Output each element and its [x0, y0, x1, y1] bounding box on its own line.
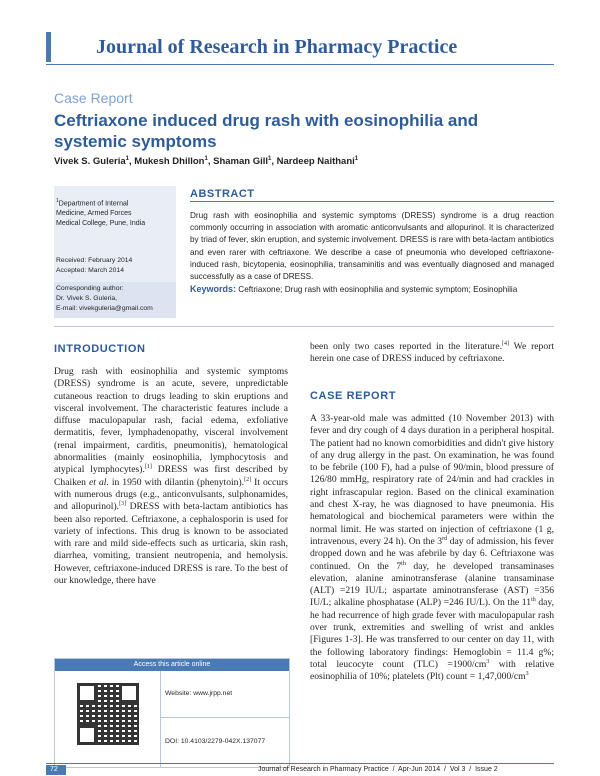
case-text: A 33-year-old male was admitted (10 November 2013) with fever and dry cough of 4 days duration in a peripheral hospital. The patient had no known comorbidities and didn't give history of any drug allergy in the past. On examination, he was found to be febrile (100 F), had a pulse of 90/min, blood pressure of 126/80 mmHg, respiratory rate of 24/min and had crackles in right infrascapular region. Based on the clinical examination and chest X-ray, he was diagnosed to have pneumonia. His hematological and biochemical parameters were within the normal limit. He was started on injection of ceftriaxone (1 g, intravenous, every 24 h). On the 3	[310, 413, 554, 547]
author-list: Vivek S. Guleria$^1$, Mukesh Dhillon$^1$, Shaman Gill$^1$, Nardeep Naithani$^1$	[54, 156, 359, 168]
author-name: Vivek S. Guleria	[54, 156, 126, 168]
abstract-rule	[190, 201, 554, 202]
article-type: Case Report	[54, 90, 133, 106]
author-sup: 1	[268, 156, 272, 162]
citation: [1]	[144, 464, 152, 471]
keywords	[190, 283, 554, 296]
section-divider	[54, 326, 554, 327]
received-date: Received: February 2014	[56, 257, 133, 264]
author-sup: 1	[204, 156, 208, 162]
footer-citation: Journal of Research in Pharmacy Practice / Apr-Jun 2014 / Vol 3 / Issue 2	[258, 766, 498, 773]
case-text: with relative eosinophilia of 10%; platelets (Plt) count = 1,47,000/cm	[310, 658, 554, 683]
intro-text: DRESS with beta-lactam antibiotics has been also reported. Ceftriaxone, a cephalosporin is used for variety of infections. This drug is known to be associated with rare and mild side-effects such as urticaria, skin rash, diarrhea, vomiting, transient neutropenia, and hemolysis. However, ceftriaxone-induced DRESS is rare. To the best of our knowledge, there have	[54, 501, 289, 587]
access-vline	[160, 671, 161, 767]
affiliation-line: Department of Internal	[58, 200, 129, 208]
page-number: 72	[50, 766, 58, 773]
citation: [4]	[502, 340, 509, 347]
dates-block	[54, 254, 176, 282]
access-heading: Access this article online	[55, 659, 289, 671]
affiliation-sup: 1	[56, 198, 59, 204]
case-text: day, he developed transaminases elevation, alanine aminotransferase (alanine transaminase (ALT) =219 IU/L; aspartate aminotransferase (AST) =356 IU/L; alkaline phosphatase (ALP) =246 IU/L). On the 11	[310, 560, 555, 609]
case-report-text	[310, 413, 554, 684]
ordinal-sup: th	[401, 560, 406, 567]
author-name: Mukesh Dhillon	[134, 156, 205, 168]
accepted-date: Accepted: March 2014	[56, 267, 125, 274]
author-info-box	[54, 186, 176, 260]
case-text: day of admission, his fever dropped down and he was afebrile by day 6. Ceftriaxone was continued. On the 7	[310, 535, 554, 572]
correspondence-name: Dr. Vivek S. Guleria,	[56, 295, 118, 302]
intro-text: in 1950 with dilantin (phenytoin).	[108, 476, 245, 488]
case-report-heading: CASE REPORT	[310, 390, 397, 402]
introduction-text	[54, 366, 288, 587]
access-online-box	[54, 658, 290, 768]
keywords-label: Keywords:	[190, 284, 237, 294]
correspondence-email: E-mail: vivekguleria@gmail.com	[56, 305, 153, 312]
abstract-heading: ABSTRACT	[190, 188, 255, 200]
affiliation-line: Medicine, Armed Forces	[56, 210, 132, 218]
qr-code	[77, 683, 139, 745]
author-name: Nardeep Naithani	[276, 156, 355, 168]
ordinal-sup: rd	[442, 535, 448, 542]
column2-intro-text	[310, 341, 554, 366]
header-rule	[46, 64, 554, 65]
intro-text: We report herein one case of DRESS induced by ceftriaxone.	[310, 341, 554, 365]
author-sup: 1	[354, 156, 359, 162]
affiliation-line: Medical College, Pune, India	[56, 220, 146, 228]
footer-rule	[46, 763, 554, 764]
keywords-text: Ceftriaxone; Drug rash with eosinophilia and systemic symptom; Eosinophilia	[238, 285, 518, 294]
header-bar	[46, 32, 51, 62]
correspondence-label: Corresponding author:	[56, 285, 124, 292]
intro-text: DRESS was first described by Chaiken	[54, 464, 288, 488]
affiliation	[56, 196, 176, 229]
intro-text: Drug rash with eosinophilia and systemic symptoms (DRESS) syndrome is an acute, severe, unpredictable cutaneous reaction to drugs leading to skin eruptions and visceral involvement. The characteristic features include a diffuse maculopapular rash, facial edema, exfoliative dermatitis, fever, lymphadenopathy, visceral involvement (renal impairment, carditis, pneumonitis), hematological abnormalities (mainly eosinophilia, lymphocytosis and atypical lymphocytes).	[54, 366, 288, 476]
unit-sup: 3	[486, 658, 490, 665]
introduction-heading: INTRODUCTION	[54, 343, 146, 355]
access-hline	[160, 717, 289, 718]
case-text: day, he had recurrence of high grade fever with maculopapular rash over trunk, extremities and swelling of wrist and ankles [Figures 1-3]. He was transferred to our center on day 11, with the following laboratory findings: Hemoglobin = 11.4 g%; total leucocyte count (TLC) =1900/cm	[310, 597, 554, 670]
access-doi[interactable]: DOI: 10.4103/2279-042X.137077	[165, 738, 266, 745]
author-name: Shaman Gill	[213, 156, 269, 168]
citation: [2]	[244, 476, 252, 483]
author-sup: 1	[125, 156, 129, 162]
access-website[interactable]: Website: www.jrpp.net	[165, 690, 233, 697]
intro-text: been only two cases reported in the literature.	[310, 341, 502, 352]
abstract-text: Drug rash with eosinophilia and systemic symptoms (DRESS) syndrome is a drug reaction commonly occurring in association with aromatic anticonvulsants and allopurinol. It is characterized by triad of fever, skin eruption, and systemic involvement. DRESS is rare with beta-lactam antibiotics and even rarer with ceftriaxone. We describe a case of pneumonia who developed ceftriaxone-induced rash, bicytopenia, eosinophilia, transaminitis and was eventually diagnosed and managed successfully as a case of DRESS.	[190, 211, 554, 282]
intro-text: et al.	[89, 476, 109, 488]
intro-text: It occurs with numerous drugs (e.g., anticonvulsants, sulphonamides, and allopurinol).	[54, 476, 289, 513]
citation: [3]	[119, 501, 127, 508]
ordinal-sup: th	[531, 597, 536, 604]
journal-title: Journal of Research in Pharmacy Practice	[96, 36, 458, 58]
correspondence-block	[54, 282, 176, 318]
unit-sup: 3	[525, 671, 529, 678]
article-title: Ceftriaxone induced drug rash with eosinophilia and systemic symptoms	[54, 111, 479, 151]
